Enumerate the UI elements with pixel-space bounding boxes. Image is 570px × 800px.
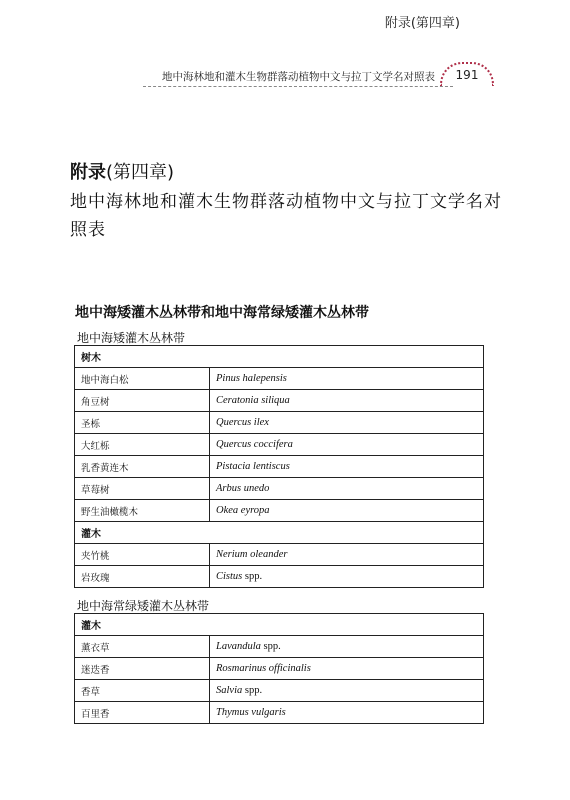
chinese-name-cell: 草莓树 bbox=[75, 478, 210, 500]
latin-name: Nerium oleander bbox=[216, 549, 288, 560]
table-row bbox=[75, 544, 484, 566]
table-2 bbox=[74, 613, 484, 724]
table-row bbox=[75, 412, 484, 434]
chinese-name-cell: 圣栎 bbox=[75, 412, 210, 434]
latin-name-cell bbox=[210, 412, 484, 434]
latin-name-cell bbox=[210, 500, 484, 522]
latin-name-cell bbox=[210, 566, 484, 588]
latin-suffix: spp. bbox=[242, 685, 263, 696]
table1-heading: 地中海矮灌木丛林带 bbox=[77, 331, 186, 345]
table-row bbox=[75, 456, 484, 478]
latin-name: Salvia bbox=[216, 685, 243, 696]
table-row bbox=[75, 368, 484, 390]
chinese-name-cell: 迷迭香 bbox=[75, 658, 210, 680]
latin-name: Pistacia lentiscus bbox=[216, 461, 290, 472]
latin-name: Cistus bbox=[216, 571, 243, 582]
group-label: 灌木 bbox=[75, 522, 484, 544]
chinese-name-cell: 香草 bbox=[75, 680, 210, 702]
latin-name-cell bbox=[210, 390, 484, 412]
table-group-row bbox=[75, 346, 484, 368]
latin-name-cell bbox=[210, 478, 484, 500]
table-row bbox=[75, 702, 484, 724]
page-title: 地中海林地和灌木生物群落动植物中文与拉丁文学名对照表 bbox=[70, 192, 502, 240]
latin-name-cell bbox=[210, 434, 484, 456]
latin-suffix: spp. bbox=[260, 641, 281, 652]
latin-name-cell bbox=[210, 544, 484, 566]
chinese-name-cell: 角豆树 bbox=[75, 390, 210, 412]
table-row bbox=[75, 680, 484, 702]
table-row bbox=[75, 478, 484, 500]
table-row bbox=[75, 636, 484, 658]
latin-suffix: spp. bbox=[242, 571, 263, 582]
chinese-name-cell: 地中海白松 bbox=[75, 368, 210, 390]
table-row bbox=[75, 434, 484, 456]
table2-heading: 地中海常绿矮灌木丛林带 bbox=[77, 599, 210, 613]
running-header-title: 附录(第四章) bbox=[384, 16, 460, 31]
latin-name-cell bbox=[210, 702, 484, 724]
table-row bbox=[75, 500, 484, 522]
latin-name-cell bbox=[210, 368, 484, 390]
latin-name: Thymus vulgaris bbox=[216, 707, 286, 718]
appendix-chapter: (第四章) bbox=[106, 162, 175, 183]
chinese-name-cell: 野生油橄榄木 bbox=[75, 500, 210, 522]
latin-name-cell bbox=[210, 456, 484, 478]
running-header-subtitle: 地中海林地和灌木生物群落动植物中文与拉丁文学名对照表 bbox=[162, 71, 435, 83]
latin-name-cell bbox=[210, 636, 484, 658]
chinese-name-cell: 百里香 bbox=[75, 702, 210, 724]
latin-name: Quercus ilex bbox=[216, 417, 269, 428]
latin-name-cell bbox=[210, 658, 484, 680]
header-divider bbox=[143, 86, 453, 87]
chinese-name-cell: 大红栎 bbox=[75, 434, 210, 456]
page-number: 191 bbox=[440, 62, 494, 86]
latin-name: Lavandula bbox=[216, 641, 261, 652]
chinese-name-cell: 薰衣草 bbox=[75, 636, 210, 658]
page-title-block bbox=[70, 158, 510, 244]
chinese-name-cell: 岩玫瑰 bbox=[75, 566, 210, 588]
section-heading: 地中海矮灌木丛林带和地中海常绿矮灌木丛林带 bbox=[75, 305, 369, 321]
chinese-name-cell: 乳香黄连木 bbox=[75, 456, 210, 478]
table-row bbox=[75, 390, 484, 412]
appendix-label: 附录 bbox=[70, 162, 106, 183]
group-label: 树木 bbox=[75, 346, 484, 368]
latin-name: Arbus unedo bbox=[216, 483, 270, 494]
table-1 bbox=[74, 345, 484, 588]
table-row bbox=[75, 658, 484, 680]
latin-name: Quercus coccifera bbox=[216, 439, 293, 450]
table-group-row bbox=[75, 614, 484, 636]
latin-name: Okea eyropa bbox=[216, 505, 270, 516]
latin-name: Ceratonia siliqua bbox=[216, 395, 290, 406]
latin-name: Pinus halepensis bbox=[216, 373, 287, 384]
group-label: 灌木 bbox=[75, 614, 484, 636]
table-group-row bbox=[75, 522, 484, 544]
chinese-name-cell: 夹竹桃 bbox=[75, 544, 210, 566]
table-row bbox=[75, 566, 484, 588]
latin-name-cell bbox=[210, 680, 484, 702]
latin-name: Rosmarinus officinalis bbox=[216, 663, 311, 674]
